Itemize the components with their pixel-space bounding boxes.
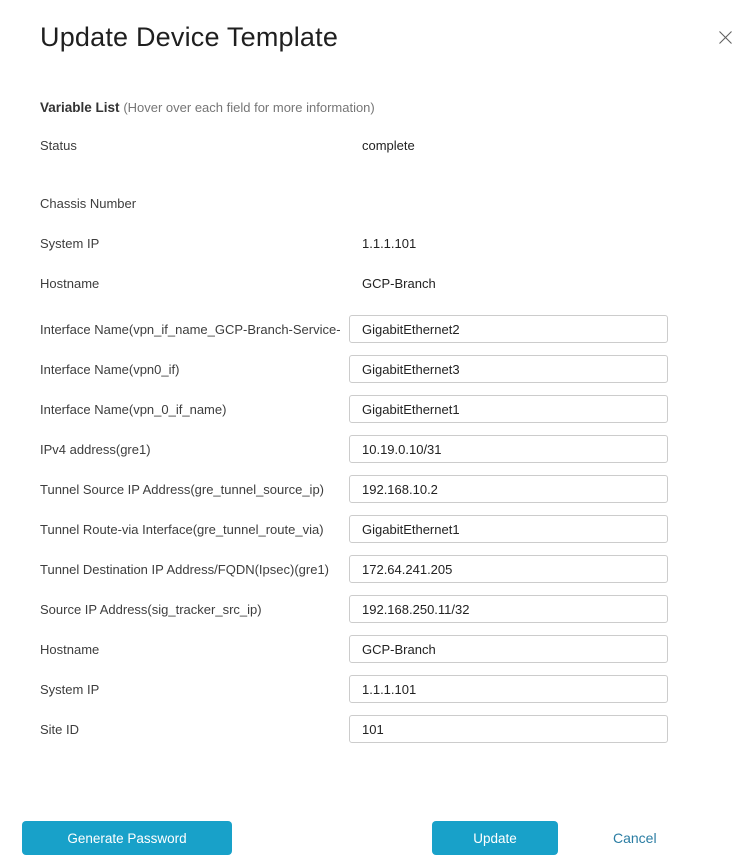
sig-tracker-src-ip-label: Source IP Address(sig_tracker_src_ip) bbox=[40, 601, 262, 617]
system-ip-input[interactable] bbox=[349, 675, 668, 703]
close-button[interactable] bbox=[716, 28, 734, 46]
chassis-number-label: Chassis Number bbox=[40, 195, 137, 211]
close-icon bbox=[718, 30, 733, 45]
row-system-ip bbox=[40, 675, 752, 703]
variable-list-hint: (Hover over each field for more information) bbox=[123, 100, 375, 115]
hostname-label: Hostname bbox=[40, 641, 100, 657]
hostname-input[interactable] bbox=[349, 635, 668, 663]
row-site-id bbox=[40, 715, 752, 743]
row-status bbox=[40, 137, 752, 153]
row-ipv4-address-gre1 bbox=[40, 435, 752, 463]
generate-password-button[interactable]: Generate Password bbox=[22, 821, 232, 855]
status-value: complete bbox=[362, 137, 415, 153]
tunnel-route-via-label: Tunnel Route-via Interface(gre_tunnel_route_via) bbox=[40, 521, 324, 537]
variable-list-label: Variable List bbox=[40, 100, 120, 115]
sig-tracker-src-ip-input[interactable] bbox=[349, 595, 668, 623]
row-interface-name-vpn-0-if-name bbox=[40, 395, 752, 423]
editable-fields-section bbox=[40, 315, 752, 743]
update-device-template-dialog bbox=[0, 22, 752, 865]
status-label: Status bbox=[40, 137, 77, 153]
tunnel-source-ip-input[interactable] bbox=[349, 475, 668, 503]
hostname-static-value: GCP-Branch bbox=[362, 275, 436, 291]
row-sig-tracker-src-ip bbox=[40, 595, 752, 623]
row-hostname bbox=[40, 635, 752, 663]
cancel-button[interactable]: Cancel bbox=[613, 821, 657, 855]
row-hostname-static bbox=[40, 275, 752, 291]
interface-name-vpn0-if-label: Interface Name(vpn0_if) bbox=[40, 361, 180, 377]
variable-list-form bbox=[40, 137, 752, 743]
row-tunnel-route-via bbox=[40, 515, 752, 543]
row-interface-name-vpn0-if bbox=[40, 355, 752, 383]
site-id-label: Site ID bbox=[40, 721, 80, 737]
page-title: Update Device Template bbox=[40, 22, 339, 52]
dialog-footer bbox=[0, 821, 752, 855]
interface-name-vpn-0-if-name-input[interactable] bbox=[349, 395, 668, 423]
tunnel-destination-ip-label: Tunnel Destination IP Address/FQDN(Ipsec)(gre1) bbox=[40, 561, 330, 577]
hostname-static-label: Hostname bbox=[40, 275, 100, 291]
row-chassis-number bbox=[40, 195, 752, 211]
system-ip-static-value: 1.1.1.101 bbox=[362, 235, 417, 251]
ipv4-address-gre1-input[interactable] bbox=[349, 435, 668, 463]
update-button[interactable]: Update bbox=[432, 821, 558, 855]
row-system-ip-static bbox=[40, 235, 752, 251]
interface-name-service-vpn-label: Interface Name(vpn_if_name_GCP-Branch-Service- bbox=[40, 321, 341, 337]
tunnel-destination-ip-input[interactable] bbox=[349, 555, 668, 583]
row-tunnel-source-ip bbox=[40, 475, 752, 503]
row-tunnel-destination-ip bbox=[40, 555, 752, 583]
row-interface-name-service-vpn bbox=[40, 315, 752, 343]
system-ip-static-label: System IP bbox=[40, 235, 100, 251]
tunnel-source-ip-label: Tunnel Source IP Address(gre_tunnel_source_ip) bbox=[40, 481, 325, 497]
variable-list-heading bbox=[40, 100, 752, 116]
tunnel-route-via-input[interactable] bbox=[349, 515, 668, 543]
ipv4-address-gre1-label: IPv4 address(gre1) bbox=[40, 441, 151, 457]
interface-name-vpn-0-if-name-label: Interface Name(vpn_0_if_name) bbox=[40, 401, 227, 417]
site-id-input[interactable] bbox=[349, 715, 668, 743]
system-ip-label: System IP bbox=[40, 681, 100, 697]
interface-name-service-vpn-input[interactable] bbox=[349, 315, 668, 343]
interface-name-vpn0-if-input[interactable] bbox=[349, 355, 668, 383]
